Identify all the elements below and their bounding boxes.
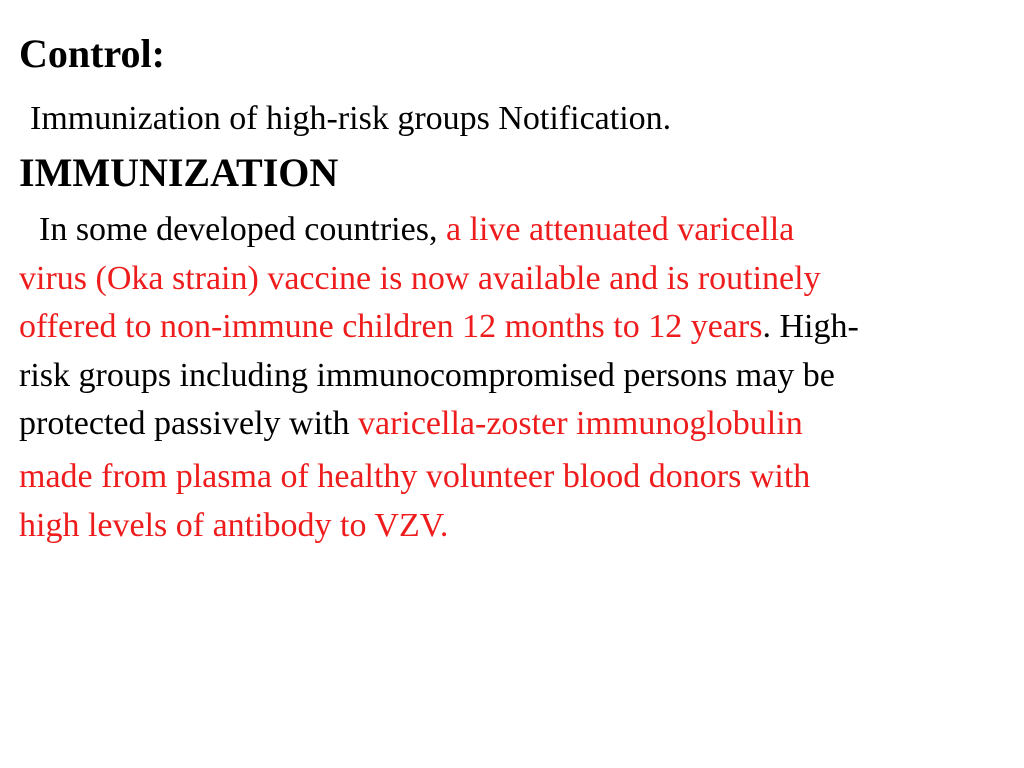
paragraph-line [19, 206, 859, 255]
immunoglobulin-paragraph [19, 453, 810, 550]
text-segment: risk groups including immunocompromised persons may be [19, 356, 835, 394]
paragraph-line [19, 303, 859, 352]
highlight-segment: a live attenuated varicella [445, 211, 795, 248]
paragraph-line [19, 255, 859, 304]
paragraph-line [19, 352, 859, 401]
highlight-segment: virus (Oka strain) vaccine is now available and is routinely [19, 259, 821, 297]
control-text: Immunization of high-risk groups Notification. [30, 100, 672, 137]
control-heading: Control: [19, 31, 165, 76]
paragraph-line: high levels of antibody to VZV. [19, 506, 449, 544]
highlight-segment: offered to non-immune children 12 months to 12 years [19, 308, 763, 345]
immunization-heading: IMMUNIZATION [19, 150, 339, 195]
text-segment: protected passively with [19, 405, 358, 442]
text-segment: In some developed countries, [39, 211, 446, 248]
immunization-paragraph [19, 206, 859, 449]
highlight-segment: varicella-zoster immunoglobulin [357, 405, 803, 442]
paragraph-line [19, 400, 859, 449]
text-segment: . High- [762, 308, 859, 345]
paragraph-line: made from plasma of healthy volunteer blood donors with [19, 458, 811, 495]
